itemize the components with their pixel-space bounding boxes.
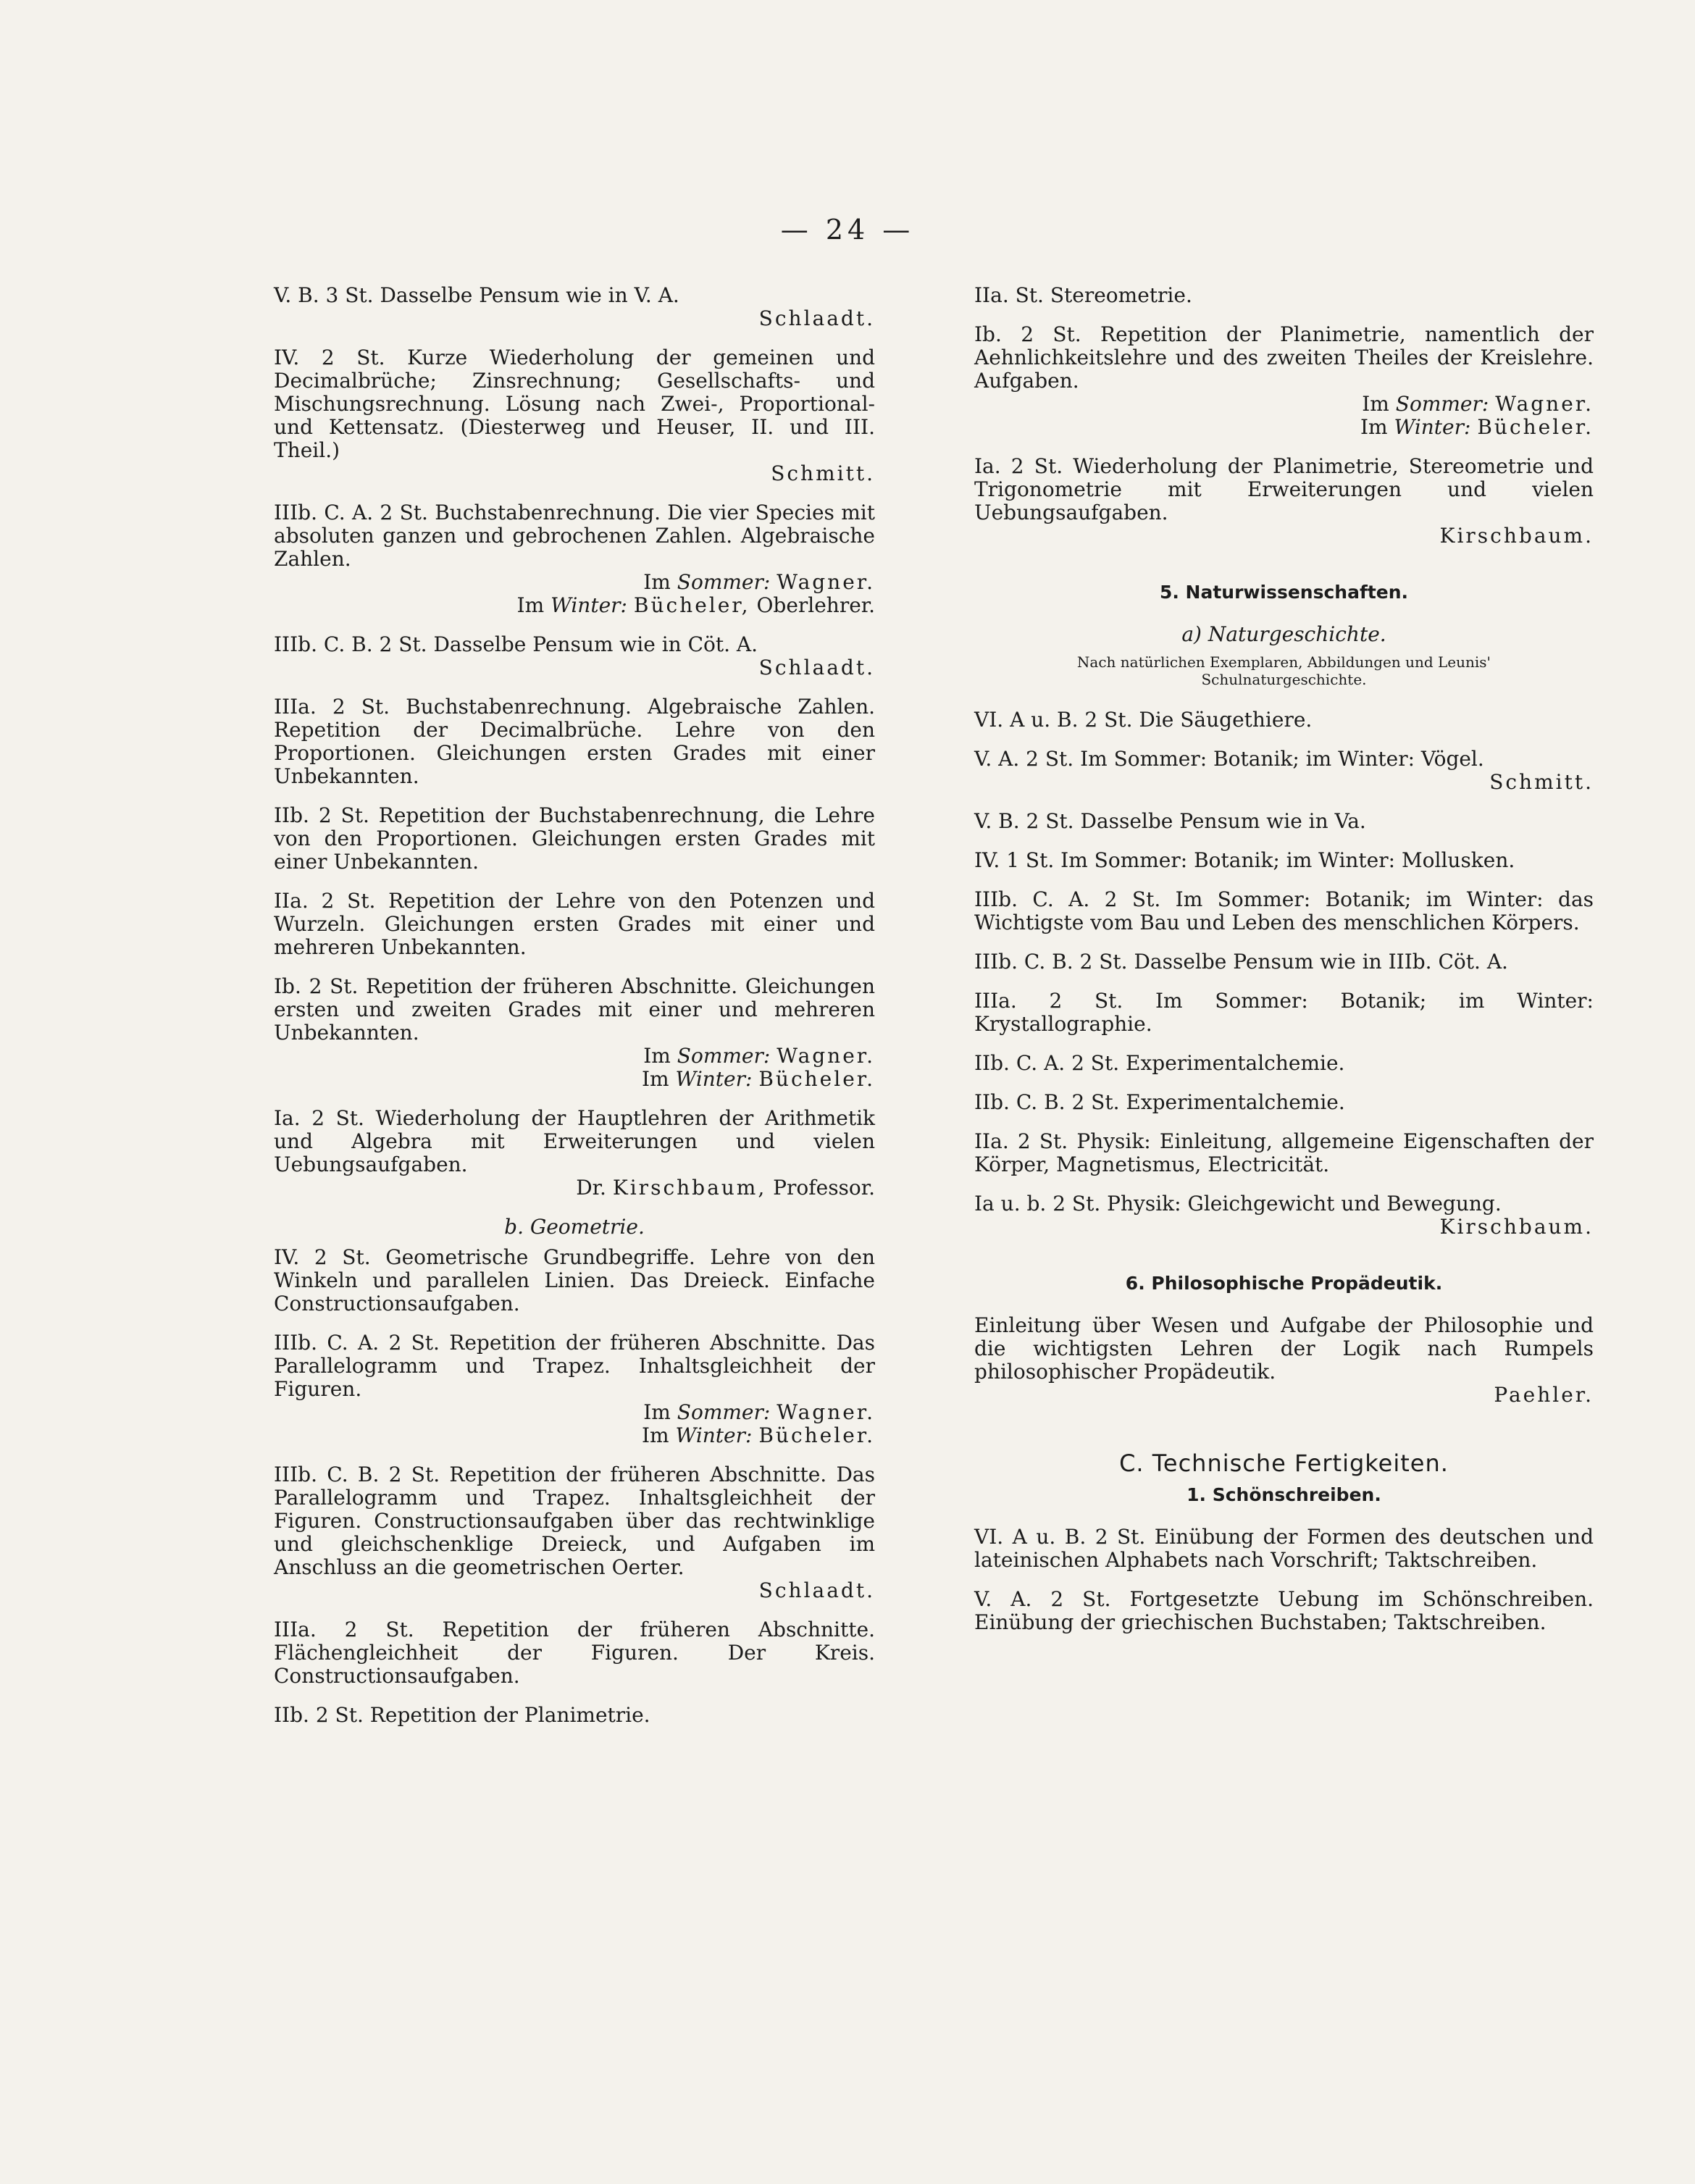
left-column xyxy=(274,284,875,1743)
page-number: — 24 — xyxy=(780,214,915,246)
entry-ia-planimetry: Ia. 2 St. Wiederholung der Planimetrie, Stereometrie und Trigonometrie mit Erweiterungen und vielen Uebungsaufgaben. xyxy=(974,454,1594,524)
entry-iiib-ca: IIIb. C. A. 2 St. Buchstabenrechnung. Die vier Species mit absoluten ganzen und gebrochenen Zahlen. Algebraische Zahlen. xyxy=(274,501,875,571)
entry-nat-iib-ca: IIb. C. A. 2 St. Experimentalchemie. xyxy=(974,1051,1345,1075)
entry-iiia: IIIa. 2 St. Buchstabenrechnung. Algebraische Zahlen. Repetition der Decimalbrüche. Lehre von den Proportionen. Gleichungen ersten Grades mit einer Unbekannten. xyxy=(274,695,875,788)
entry-philosophy: Einleitung über Wesen und Aufgabe der Philosophie und die wichtigsten Lehren der Logik nach Rumpels philosophischer Propädeutik. xyxy=(974,1313,1594,1384)
term-summer: Im Sommer: Wagner. xyxy=(643,1044,875,1068)
entry-nat-iia: IIa. 2 St. Physik: Einleitung, allgemeine Eigenschaften der Körper, Magnetismus, Electricität. xyxy=(974,1129,1594,1176)
entry-iiib-cb: IIIb. C. B. 2 St. Dasselbe Pensum wie in Cöt. A. xyxy=(274,632,758,656)
teacher-signature: Dr. Kirschbaum, Professor. xyxy=(576,1176,875,1200)
entry-nat-ia-ib: Ia u. b. 2 St. Physik: Gleichgewicht und Bewegung. xyxy=(974,1192,1502,1216)
entry-geometry-iiib-cb: IIIb. C. B. 2 St. Repetition der früheren Abschnitte. Das Parallelogramm und Trapez. Inhaltsgleichheit der Figuren. Constructionsaufgaben über das rechtwinklige und gleichschenklige Dreieck, und Aufgaben im Anschluss an die geometrischen Oerter. xyxy=(274,1463,875,1579)
entry-nat-iiib-ca: IIIb. C. A. 2 St. Im Sommer: Botanik; im Winter: das Wichtigste vom Bau und Leben des menschlichen Körpers. xyxy=(974,887,1594,934)
entry-nat-iib-cb: IIb. C. B. 2 St. Experimentalchemie. xyxy=(974,1090,1345,1114)
teacher-signature: Schlaadt. xyxy=(758,656,875,679)
entry-nat-va: V. A. 2 St. Im Sommer: Botanik; im Winter: Vögel. xyxy=(974,747,1484,771)
entry-iib: IIb. 2 St. Repetition der Buchstabenrechnung, die Lehre von den Proportionen. Gleichungen ersten Grades mit einer Unbekannten. xyxy=(274,803,875,874)
entry-nat-vi: VI. A u. B. 2 St. Die Säugethiere. xyxy=(974,708,1313,732)
natural-history-note: Nach natürlichen Exemplaren, Abbildungen und Leunis' Schulnaturgeschichte. xyxy=(1076,653,1491,688)
term-summer: Im Sommer: Wagner. xyxy=(1362,392,1594,416)
section-heading-calligraphy: 1. Schönschreiben. xyxy=(1186,1484,1381,1505)
term-summer: Im Sommer: Wagner. xyxy=(643,570,875,594)
entry-ia: Ia. 2 St. Wiederholung der Hauptlehren der Arithmetik und Algebra mit Erweiterungen und vielen Uebungsaufgaben. xyxy=(274,1106,875,1176)
entry-ib-planimetry: Ib. 2 St. Repetition der Planimetrie, namentlich der Aehnlichkeitslehre und des zweiten Theiles der Kreislehre. Aufgaben. xyxy=(974,322,1594,393)
section-heading-natural-sciences: 5. Naturwissenschaften. xyxy=(1159,582,1409,603)
entry-writing-vi: VI. A u. B. 2 St. Einübung der Formen des deutschen und lateinischen Alphabets nach Vorschrift; Taktschreiben. xyxy=(974,1525,1594,1572)
entry-iia-stereometry: IIa. St. Stereometrie. xyxy=(974,283,1192,307)
right-column xyxy=(974,284,1594,1650)
entry-nat-iiia: IIIa. 2 St. Im Sommer: Botanik; im Winter: Krystallographie. xyxy=(974,989,1594,1036)
teacher-signature: Kirschbaum. xyxy=(1439,1215,1594,1239)
term-winter: Im Winter: Bücheler. xyxy=(642,1423,875,1447)
term-winter: Im Winter: Bücheler. xyxy=(1360,415,1594,439)
teacher-signature: Paehler. xyxy=(1494,1383,1594,1407)
entry-nat-iiib-cb: IIIb. C. B. 2 St. Dasselbe Pensum wie in IIIb. Cöt. A. xyxy=(974,950,1508,974)
entry-nat-vb: V. B. 2 St. Dasselbe Pensum wie in Va. xyxy=(974,809,1366,833)
teacher-signature: Schlaadt. xyxy=(758,306,875,330)
entry-writing-va: V. A. 2 St. Fortgesetzte Uebung im Schönschreiben. Einübung der griechischen Buchstaben; Taktschreiben. xyxy=(974,1587,1594,1634)
entry-geometry-iib: IIb. 2 St. Repetition der Planimetrie. xyxy=(274,1703,650,1727)
term-summer: Im Sommer: Wagner. xyxy=(643,1400,875,1424)
entry-geometry-iv: IV. 2 St. Geometrische Grundbegriffe. Lehre von den Winkeln und parallelen Linien. Das Dreieck. Einfache Constructionsaufgaben. xyxy=(274,1245,875,1315)
teacher-signature: Schmitt. xyxy=(771,461,875,485)
entry-nat-iv: IV. 1 St. Im Sommer: Botanik; im Winter: Mollusken. xyxy=(974,848,1515,872)
major-heading-technical-skills: C. Technische Fertigkeiten. xyxy=(1119,1449,1449,1477)
entry-ib: Ib. 2 St. Repetition der früheren Abschnitte. Gleichungen ersten und zweiten Grades mit einer und mehreren Unbekannten. xyxy=(274,974,875,1045)
natural-history-heading: a) Naturgeschichte. xyxy=(1181,622,1386,646)
entry-iia: IIa. 2 St. Repetition der Lehre von den Potenzen und Wurzeln. Gleichungen ersten Grades mit einer und mehreren Unbekannten. xyxy=(274,889,875,959)
term-winter: Im Winter: Bücheler. xyxy=(642,1067,875,1091)
teacher-signature: Schlaadt. xyxy=(758,1578,875,1602)
teacher-signature: Schmitt. xyxy=(1489,770,1594,794)
entry-geometry-iiib-ca: IIIb. C. A. 2 St. Repetition der früheren Abschnitte. Das Parallelogramm und Trapez. Inhaltsgleichheit der Figuren. xyxy=(274,1331,875,1401)
entry-vb: V. B. 3 St. Dasselbe Pensum wie in V. A. xyxy=(274,283,679,307)
geometry-heading: b. Geometrie. xyxy=(504,1215,645,1239)
entry-iv: IV. 2 St. Kurze Wiederholung der gemeinen und Decimalbrüche; Zinsrechnung; Gesellschafts- und Mischungsrechnung. Lösung nach Zwei-, Proportional- und Kettensatz. (Diesterweg und Heuser, II. und III. Theil.) xyxy=(274,346,875,462)
section-heading-philosophy: 6. Philosophische Propädeutik. xyxy=(1125,1273,1443,1294)
teacher-signature: Kirschbaum. xyxy=(1439,524,1594,548)
entry-geometry-iiia: IIIa. 2 St. Repetition der früheren Abschnitte. Flächengleichheit der Figuren. Der Kreis. Constructionsaufgaben. xyxy=(274,1618,875,1688)
term-winter: Im Winter: Bücheler, Oberlehrer. xyxy=(516,593,875,617)
